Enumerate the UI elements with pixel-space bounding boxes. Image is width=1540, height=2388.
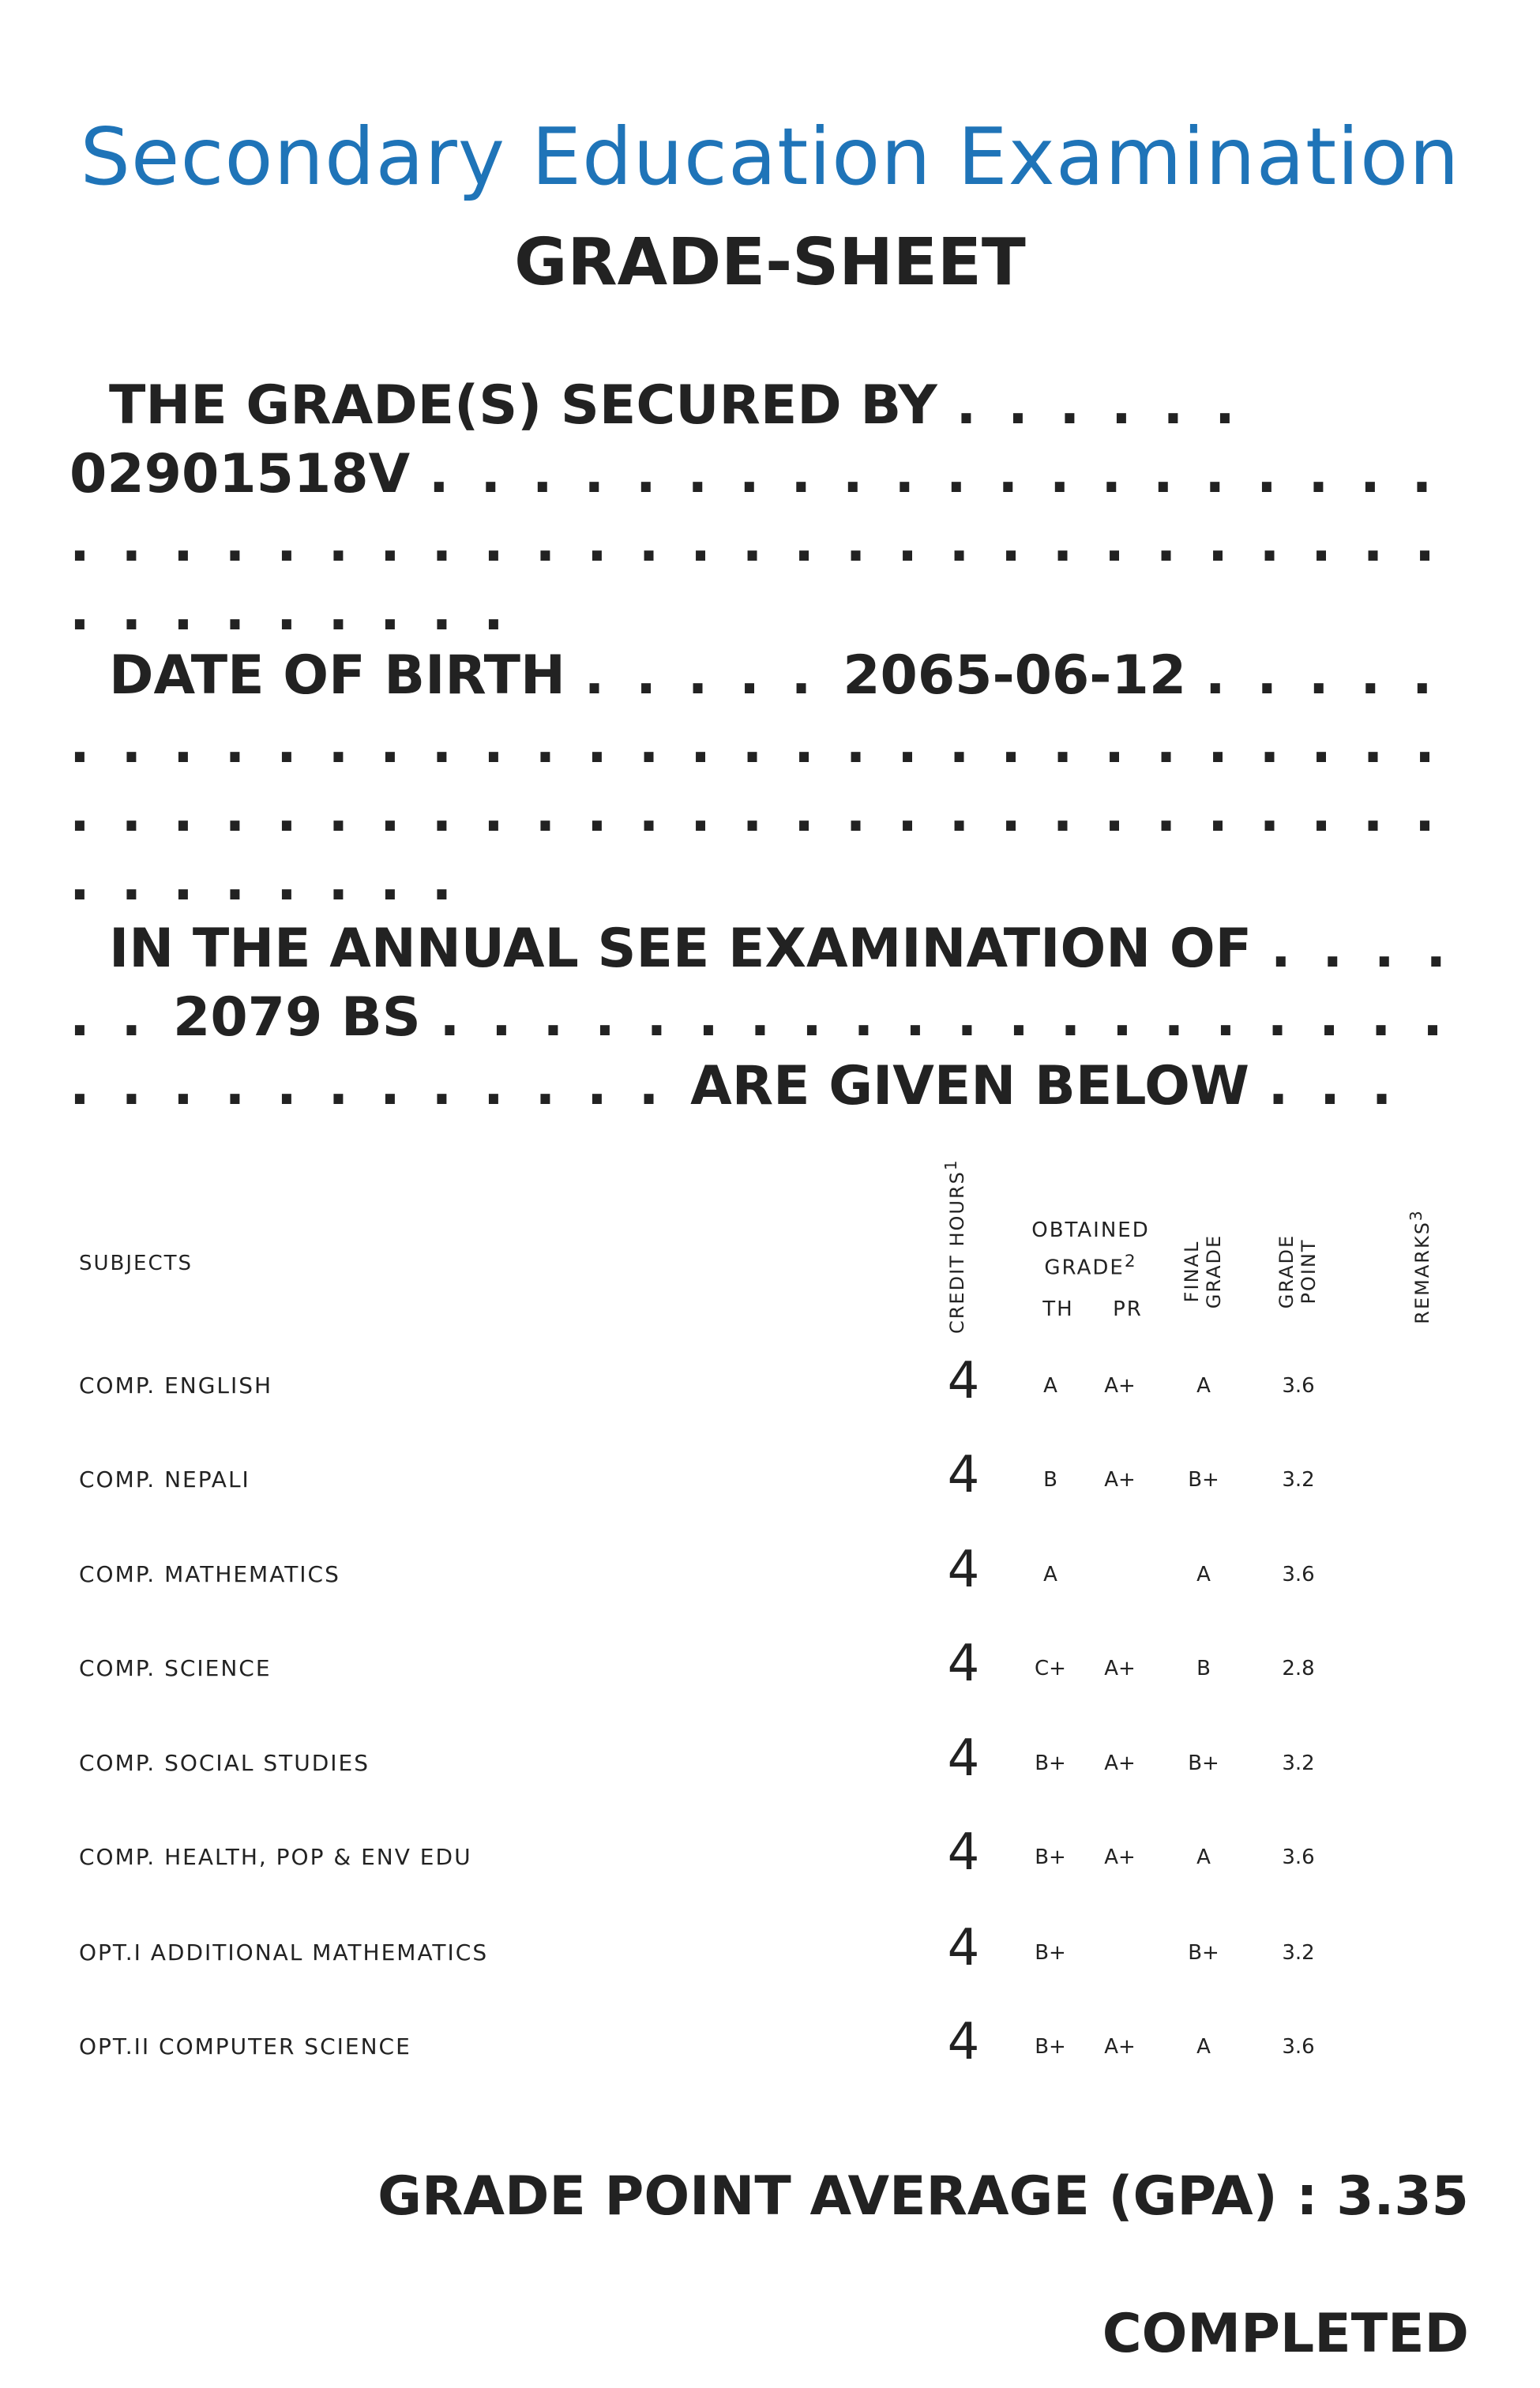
header-pr: PR <box>1113 1297 1143 1321</box>
row-gp: 3.2 <box>1282 1468 1315 1492</box>
row-credit: 4 <box>947 1919 980 1977</box>
row-pr: A+ <box>1104 1657 1136 1680</box>
row-pr: A+ <box>1104 1752 1136 1775</box>
row-final: B+ <box>1188 1468 1219 1492</box>
table-row <box>0 2013 1540 2076</box>
row-gp: 3.6 <box>1282 1845 1315 1869</box>
row-pr: A+ <box>1104 1845 1136 1869</box>
row-subject: COMP. NEPALI <box>79 1466 250 1492</box>
row-credit: 4 <box>947 1352 980 1410</box>
row-final: B+ <box>1188 1752 1219 1775</box>
header-th: TH <box>1042 1297 1074 1321</box>
header-credit-hours: CREDIT HOURS$^1$ <box>941 1158 968 1334</box>
row-final: A <box>1196 1374 1211 1398</box>
row-credit: 4 <box>947 1729 980 1788</box>
year-suffix: BS <box>340 986 421 1049</box>
exam-label: IN THE ANNUAL SEE EXAMINATION OF <box>109 918 1253 980</box>
row-subject: COMP. MATHEMATICS <box>79 1561 340 1587</box>
row-gp: 2.8 <box>1282 1657 1315 1680</box>
gpa-value: 3.35 <box>1336 2165 1469 2228</box>
row-th: B <box>1043 1468 1057 1492</box>
row-gp: 3.6 <box>1282 1563 1315 1586</box>
exam-year: 2079 <box>173 986 323 1049</box>
row-th: A <box>1043 1563 1057 1586</box>
row-subject: COMP. SCIENCE <box>79 1655 272 1681</box>
table-row <box>0 1635 1540 1698</box>
row-credit: 4 <box>947 1823 980 1882</box>
row-pr: A+ <box>1104 1468 1136 1492</box>
row-pr: A+ <box>1104 1374 1136 1398</box>
row-th: B+ <box>1035 1752 1066 1775</box>
row-credit: 4 <box>947 2013 980 2071</box>
row-credit: 4 <box>947 1541 980 1599</box>
exam-paragraph: IN THE ANNUAL SEE EXAMINATION OF . . . . . . 2079 BS . . . . . . . . . . . . . . . . . . . . . . . . . . . . . . . . ARE GIVEN BELOW . . . <box>69 918 1453 1117</box>
row-th: B+ <box>1035 1941 1066 1965</box>
row-final: A <box>1196 1845 1211 1869</box>
secured-by-paragraph: THE GRADE(S) SECURED BY . . . . . . 02901518V . . . . . . . . . . . . . . . . . . . . . . . . . . . . . . . . . . . . . . . . . . . . . . . . . . . . . . . . <box>69 374 1441 643</box>
header-subjects: SUBJECTS <box>79 1252 193 1275</box>
header-grade-point: GRADE POINT <box>1275 1233 1320 1309</box>
row-gp: 3.2 <box>1282 1941 1315 1965</box>
row-th: B+ <box>1035 2035 1066 2059</box>
row-credit: 4 <box>947 1635 980 1693</box>
table-row <box>0 1541 1540 1604</box>
row-th: A <box>1043 1374 1057 1398</box>
row-final: A <box>1196 2035 1211 2059</box>
row-th: B+ <box>1035 1845 1066 1869</box>
row-final: A <box>1196 1563 1211 1586</box>
secured-by-label: THE GRADE(S) SECURED BY <box>109 374 937 437</box>
table-row <box>0 1823 1540 1887</box>
sheet-title: GRADE-SHEET <box>514 225 1026 300</box>
row-subject: COMP. ENGLISH <box>79 1372 273 1399</box>
row-th: C+ <box>1035 1657 1066 1680</box>
row-gp: 3.2 <box>1282 1752 1315 1775</box>
row-gp: 3.6 <box>1282 2035 1315 2059</box>
gpa-label: GRADE POINT AVERAGE (GPA) : <box>377 2165 1318 2228</box>
header-final-grade: FINAL GRADE <box>1181 1233 1225 1309</box>
row-subject: COMP. HEALTH, POP & ENV EDU <box>79 1844 472 1870</box>
header-obtained-grade: OBTAINED GRADE$^2$ <box>1031 1218 1150 1280</box>
row-subject: COMP. SOCIAL STUDIES <box>79 1750 370 1776</box>
dob-paragraph: DATE OF BIRTH . . . . . 2065-06-12 . . . . . . . . . . . . . . . . . . . . . . . . . . . . . . . . . . . . . . . . . . . . . . . . . . . . . . . . . . . . . . . . . . . <box>69 644 1441 913</box>
table-row <box>0 1919 1540 1982</box>
exam-title: Secondary Education Examination <box>80 111 1460 203</box>
row-final: B <box>1196 1657 1211 1680</box>
result-status: COMPLETED <box>1102 2303 1469 2365</box>
row-final: B+ <box>1188 1941 1219 1965</box>
header-remarks: REMARKS$^3$ <box>1407 1209 1433 1324</box>
row-credit: 4 <box>947 1446 980 1504</box>
row-subject: OPT.I ADDITIONAL MATHEMATICS <box>79 1939 489 1966</box>
row-gp: 3.6 <box>1282 1374 1315 1398</box>
symbol-number: 02901518V <box>69 443 411 505</box>
row-subject: OPT.II COMPUTER SCIENCE <box>79 2033 411 2059</box>
date-of-birth: 2065-06-12 <box>843 644 1187 707</box>
dob-label: DATE OF BIRTH <box>109 644 565 707</box>
table-row <box>0 1729 1540 1793</box>
below-label: BELOW <box>1034 1055 1249 1117</box>
row-pr: A+ <box>1104 2035 1136 2059</box>
table-row <box>0 1352 1540 1415</box>
table-row <box>0 1446 1540 1509</box>
given-label: ARE GIVEN <box>690 1055 1016 1117</box>
gpa-line <box>377 2165 1469 2228</box>
